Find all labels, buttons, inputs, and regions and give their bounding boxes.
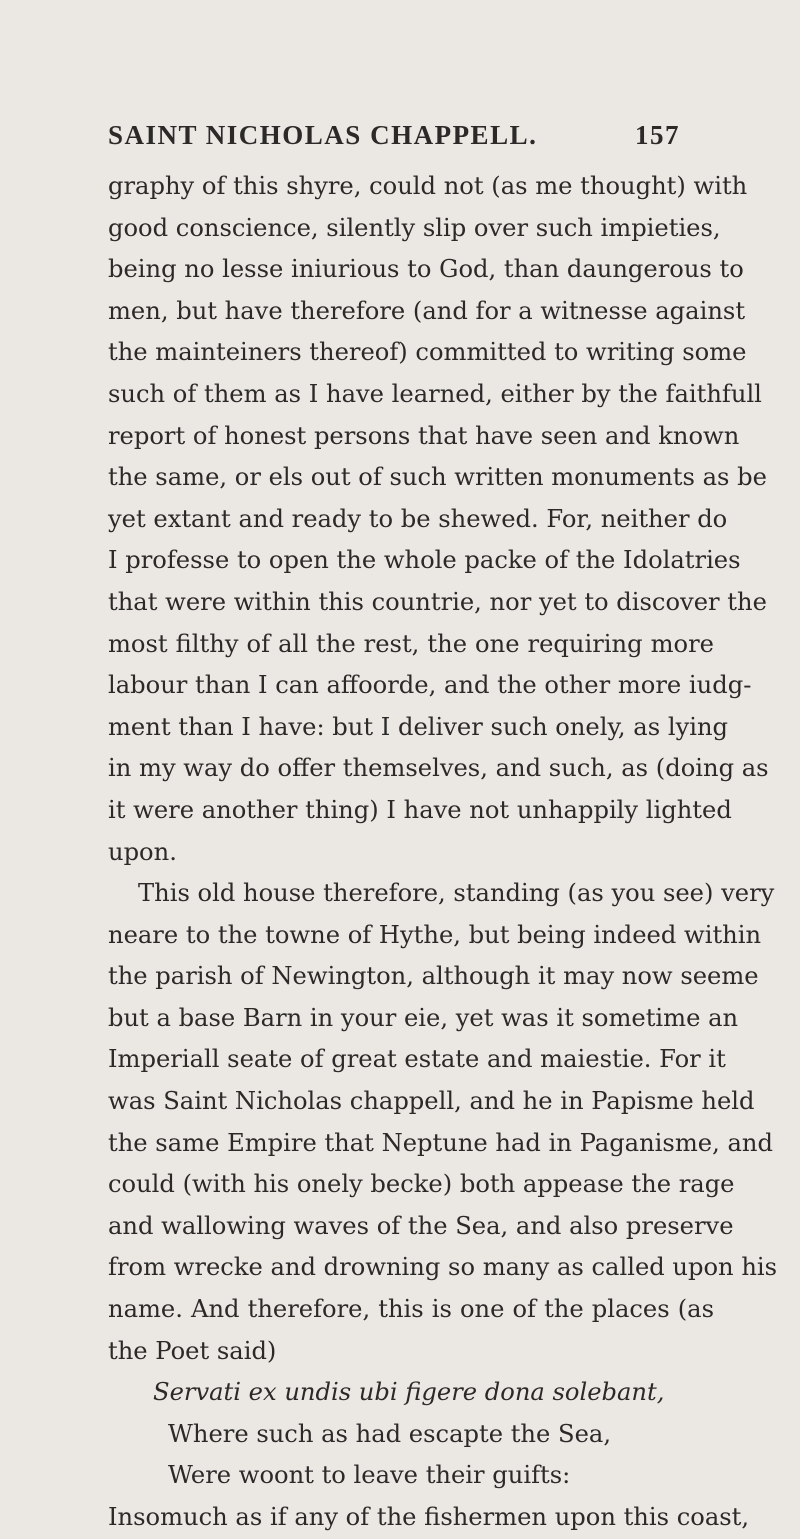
text-line: that were within this countrie, nor yet to discover the [108, 587, 767, 616]
text-line: was Saint Nicholas chappell, and he in Papisme held [108, 1087, 755, 1116]
text-line: the Poet said) [108, 1336, 277, 1365]
text-line: the same Empire that Neptune had in Paganisme, and [108, 1128, 773, 1157]
paragraph-end-line: upon. [108, 837, 177, 866]
text-line: name. And therefore, this is one of the places (as [108, 1295, 714, 1324]
page-header [108, 120, 798, 160]
page-number: 157 [635, 120, 680, 150]
text-line: Insomuch as if any of the fishermen upon this coast, [108, 1503, 750, 1531]
text-line: ment than I have: but I deliver such onely, as lying [108, 712, 729, 741]
text-line: good conscience, silently slip over such impieties, [108, 213, 721, 242]
text-line: such of them as I have learned, either by the faithfull [108, 379, 762, 408]
text-line: Imperiall seate of great estate and maiestie. For it [108, 1045, 726, 1074]
text-line: men, but have therefore (and for a witnesse against [108, 296, 746, 325]
text-line: report of honest persons that have seen and known [108, 421, 740, 450]
verse-translation-line: Where such as had escapte the Sea, [168, 1419, 612, 1448]
text-line: graphy of this shyre, could not (as me thought) with [108, 172, 748, 200]
text-line: most filthy of all the rest, the one requiring more [108, 629, 714, 658]
latin-verse-line: Servati ex undis ubi figere dona solebant, [153, 1378, 665, 1407]
text-line: the mainteiners thereof) committed to writing some [108, 338, 747, 367]
text-line: the same, or els out of such written monuments as be [108, 463, 767, 492]
text-line: from wrecke and drowning so many as called upon his [108, 1253, 778, 1282]
text-line: it were another thing) I have not unhappily lighted [108, 795, 732, 824]
text-line: and wallowing waves of the Sea, and also preserve [108, 1211, 734, 1240]
body-text [108, 166, 778, 1539]
running-title: SAINT NICHOLAS CHAPPELL. [108, 120, 538, 150]
text-line: in my way do offer themselves, and such, as (doing as [108, 754, 769, 783]
text-line: yet extant and ready to be shewed. For, neither do [108, 504, 728, 533]
text-line: but a base Barn in your eie, yet was it sometime an [108, 1003, 739, 1032]
text-line: the parish of Newington, although it may now seeme [108, 962, 759, 991]
text-line: labour than I can affoorde, and the other more iudg- [108, 671, 752, 700]
paragraph-start-line: This old house therefore, standing (as you see) very [138, 879, 775, 908]
verse-translation-line: Were woont to leave their guifts: [168, 1461, 571, 1490]
text-line: neare to the towne of Hythe, but being indeed within [108, 920, 762, 949]
text-line: could (with his onely becke) both appease the rage [108, 1170, 735, 1199]
text-line: I professe to open the whole packe of the Idolatries [108, 546, 741, 575]
text-line: being no lesse iniurious to God, than daungerous to [108, 255, 744, 284]
